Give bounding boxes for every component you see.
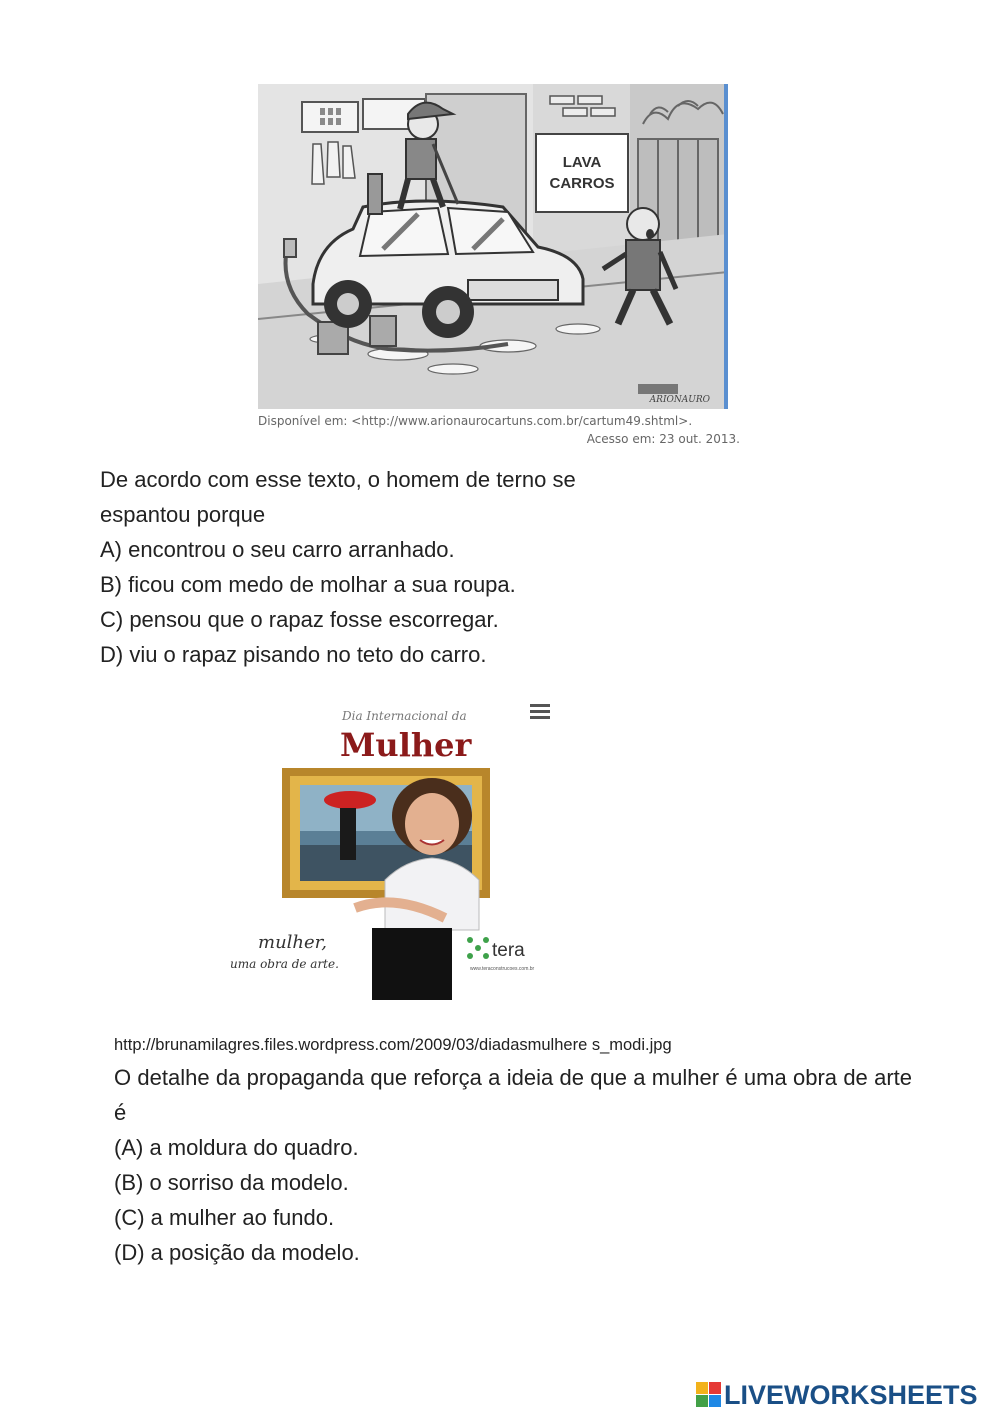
cartoon-credit-line1: Disponível em: <http://www.arionaurocartuns.com.br/cartum49.shtml>. (258, 414, 693, 428)
question-1-option-a: A) encontrou o seu carro arranhado. (100, 537, 455, 562)
ad-brand: tera (492, 940, 525, 961)
question-2-option-b: (B) o sorriso da modelo. (114, 1170, 349, 1195)
cartoon-signature: ARIONAURO (649, 395, 710, 405)
car-wash-cartoon (258, 84, 728, 409)
question-2-option-d: (D) a posição da modelo. (114, 1240, 360, 1265)
question-1 (100, 462, 660, 672)
question-2-stem: O detalhe da propaganda que reforça a ideia de que a mulher é uma obra de arte é (114, 1065, 912, 1125)
ad-brand-url: www.teraconstrucoes.com.br (470, 966, 535, 972)
question-1-option-c: C) pensou que o rapaz fosse escorregar. (100, 607, 499, 632)
ad-slogan-line2: uma obra de arte. (230, 957, 339, 971)
womens-day-ad-image (220, 690, 565, 1008)
question-2 (114, 1060, 912, 1270)
sign-text-1: LAVA (562, 154, 602, 171)
liveworksheets-logo-text: LIVEWORKSHEETS (724, 1379, 978, 1410)
sign-text-2: CARROS (549, 175, 615, 192)
question-2-option-a: (A) a moldura do quadro. (114, 1135, 359, 1160)
ad-small-title: Dia Internacional da (342, 709, 467, 723)
question-2-option-c: (C) a mulher ao fundo. (114, 1205, 335, 1230)
question-1-stem-line1: De acordo com esse texto, o homem de terno se (100, 467, 576, 492)
liveworksheets-logo[interactable] (696, 1378, 978, 1412)
ad-title: Mulher (340, 726, 472, 764)
ad-slogan-line1: mulher, (258, 932, 328, 953)
liveworksheets-logo-icon (696, 1382, 722, 1408)
question-1-option-b: B) ficou com medo de molhar a sua roupa. (100, 572, 516, 597)
ad-source-url: http://brunamilagres.files.wordpress.com/2009/03/diadasmulhere s_modi.jpg (114, 1036, 672, 1054)
question-1-stem-line2: espantou porque (100, 502, 266, 527)
cartoon-credit-line2: Acesso em: 23 out. 2013. (586, 432, 740, 446)
question-1-option-d: D) viu o rapaz pisando no teto do carro. (100, 642, 487, 667)
